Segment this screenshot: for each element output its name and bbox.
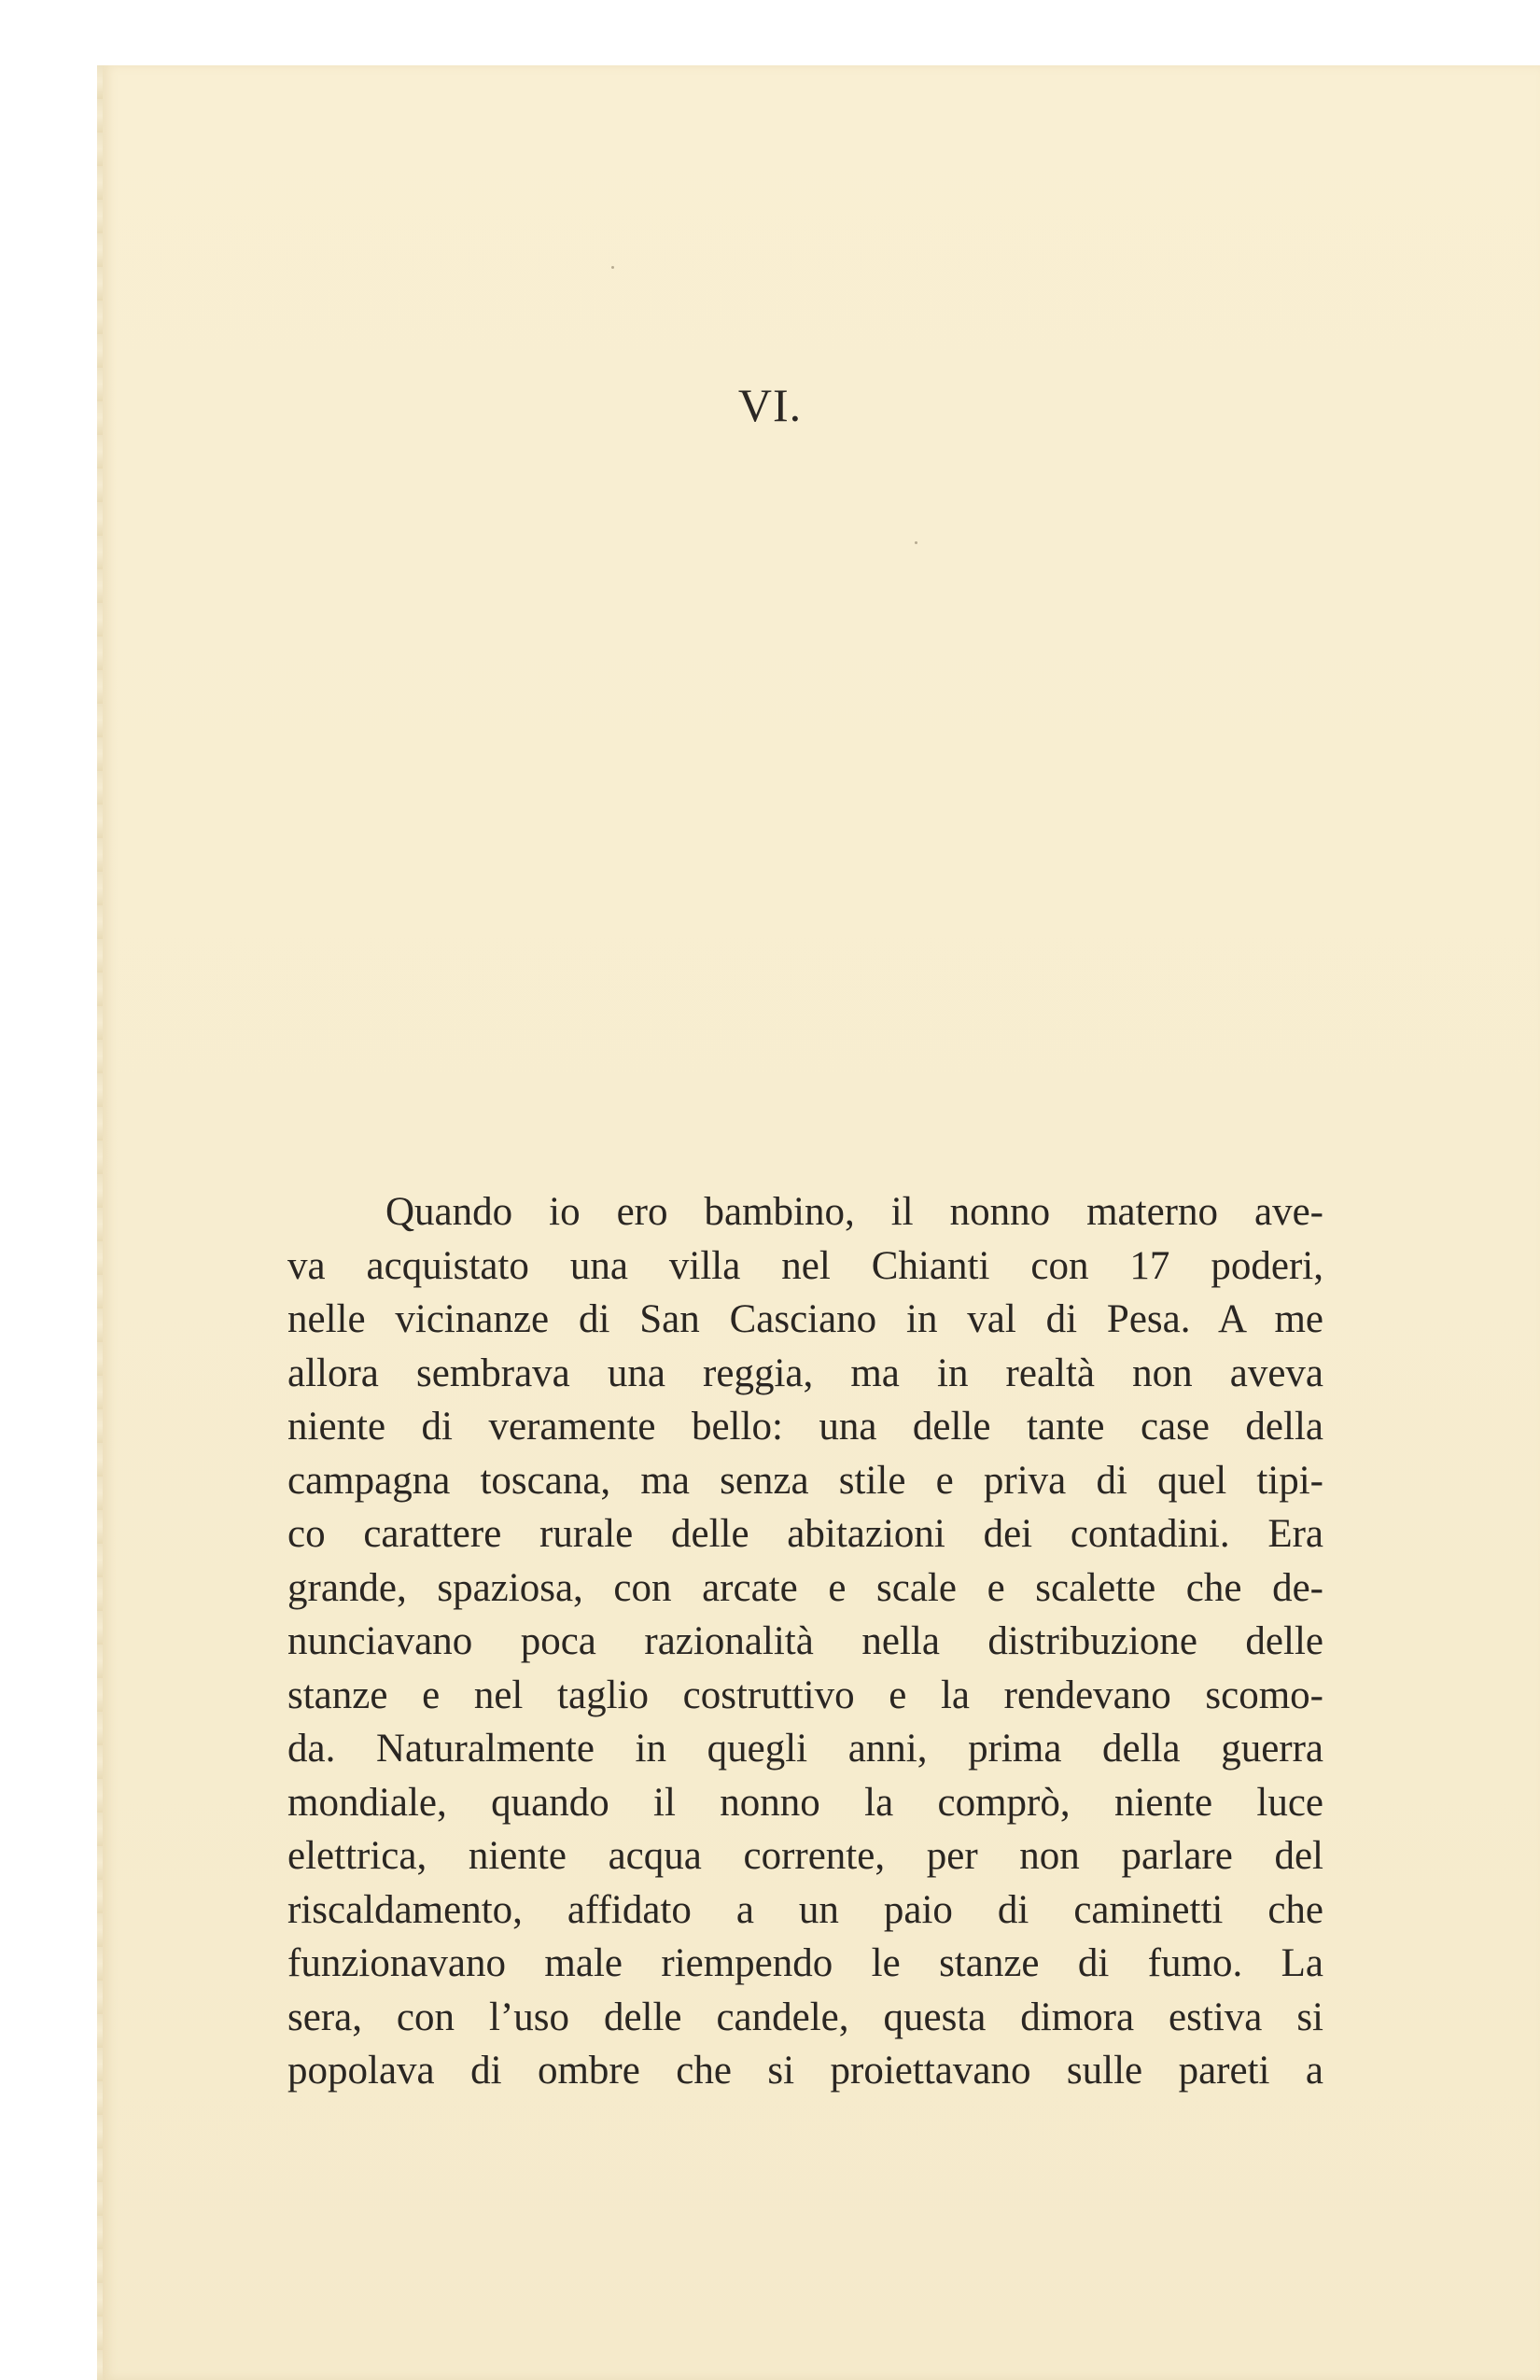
text-line: funzionavano male riempendo le stanze di fumo. La [287,1941,1323,1985]
text-line: co carattere rurale delle abitazioni dei contadini. Era [287,1512,1323,1556]
text-line: grande, spaziosa, con arcate e scale e scalette che de- [287,1565,1323,1610]
text-line: sera, con l’uso delle candele, questa dimora estiva si [287,1995,1323,2039]
text-line: da. Naturalmente in quegli anni, prima della guerra [287,1727,1323,1771]
text-line: stanze e nel taglio costruttivo e la rendevano scomo- [287,1673,1323,1717]
text-line: campagna toscana, ma senza stile e priva di quel tipi- [287,1458,1323,1503]
body-paragraph [287,1185,1323,2098]
text-line: allora sembrava una reggia, ma in realtà non aveva [287,1351,1323,1395]
text-line: riscaldamento, affidato a un paio di caminetti che [287,1887,1323,1932]
paper-speck [915,541,917,544]
chapter-heading: VI. [737,379,803,431]
text-line: va acquistato una villa nel Chianti con 17 poderi, [287,1243,1323,1288]
text-line: nelle vicinanze di San Casciano in val di Pesa. A me [287,1297,1323,1341]
paper-speck [611,266,614,269]
text-line: nunciavano poca razionalità nella distribuzione delle [287,1619,1323,1663]
text-line: mondiale, quando il nonno la comprò, niente luce [287,1780,1323,1825]
text-line: popolava di ombre che si proiettavano sulle pareti a [287,2049,1323,2093]
text-line: elettrica, niente acqua corrente, per non parlare del [287,1834,1323,1878]
text-line: Quando io ero bambino, il nonno materno ave- [385,1190,1323,1234]
text-line: niente di veramente bello: una delle tante case della [287,1405,1323,1449]
